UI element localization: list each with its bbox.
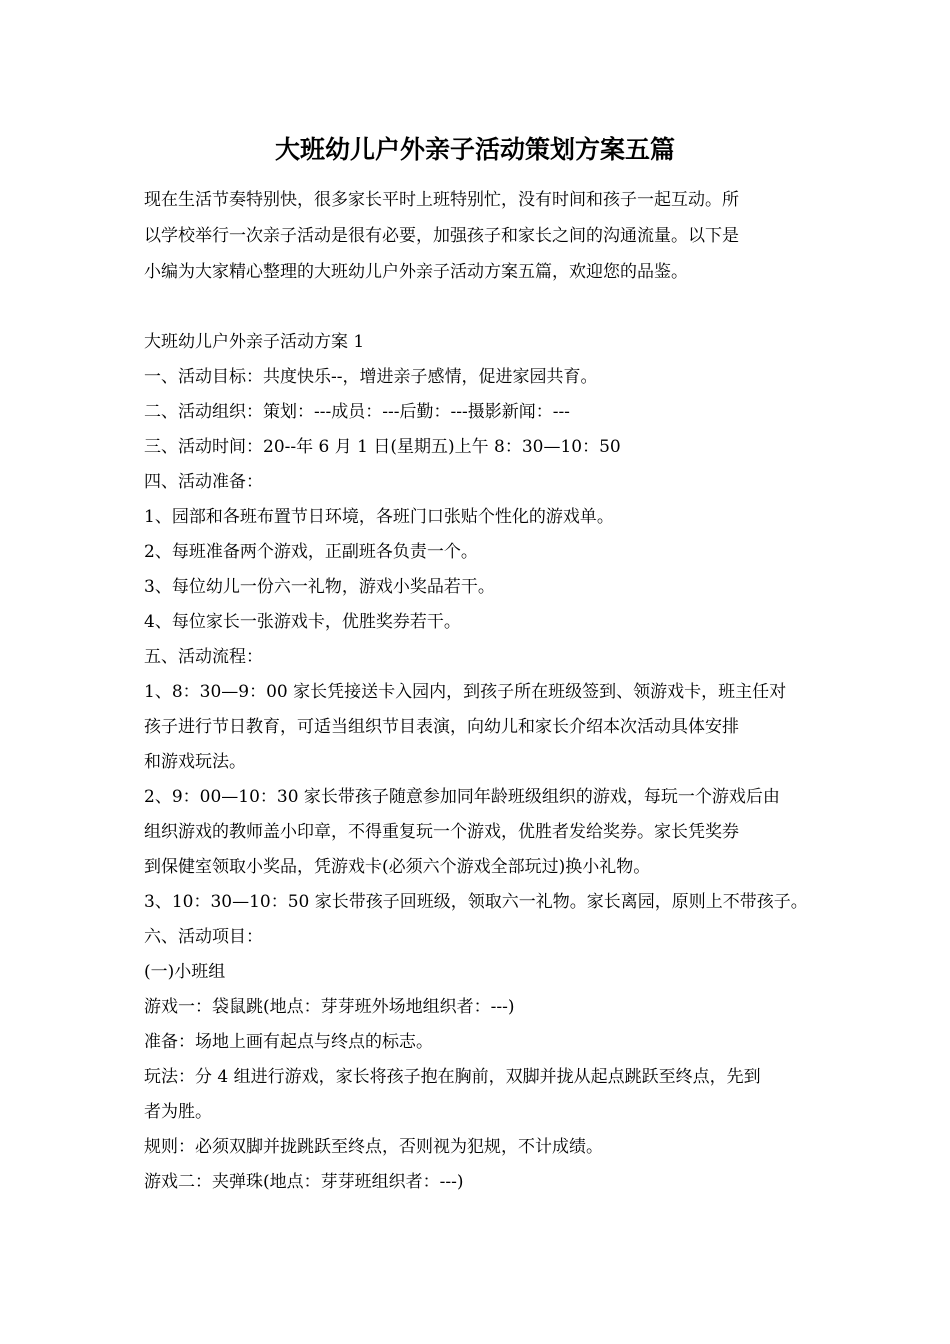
body-line: 游戏一：袋鼠跳(地点：芽芽班外场地组织者：---) <box>144 997 515 1017</box>
body-line: 二、活动组织：策划：---成员：---后勤：---摄影新闻：--- <box>144 402 570 422</box>
body-line: 规则：必须双脚并拢跳跃至终点，否则视为犯规，不计成绩。 <box>144 1137 603 1157</box>
body-line: 三、活动时间：20--年 6 月 1 日(星期五)上午 8：30—10：50 <box>144 437 621 457</box>
intro-line: 小编为大家精心整理的大班幼儿户外亲子活动方案五篇，欢迎您的品鉴。 <box>144 262 688 282</box>
body-line: 2、每班准备两个游戏，正副班各负责一个。 <box>144 542 478 562</box>
body-line: 组织游戏的教师盖小印章，不得重复玩一个游戏，优胜者发给奖券。家长凭奖券 <box>144 822 739 842</box>
body-line: 和游戏玩法。 <box>144 752 246 772</box>
body-line: 准备：场地上画有起点与终点的标志。 <box>144 1032 433 1052</box>
body-line: 游戏二：夹弹珠(地点：芽芽班组织者：---) <box>144 1172 464 1192</box>
body-line: 3、每位幼儿一份六一礼物，游戏小奖品若干。 <box>144 577 495 597</box>
body-line: 五、活动流程： <box>144 647 263 667</box>
body-line: 孩子进行节日教育，可适当组织节目表演，向幼儿和家长介绍本次活动具体安排 <box>144 717 739 737</box>
body-line: 一、活动目标：共度快乐--，增进亲子感情，促进家园共育。 <box>144 367 598 387</box>
body-line: 到保健室领取小奖品，凭游戏卡(必须六个游戏全部玩过)换小礼物。 <box>144 857 651 877</box>
body-line: 1、8：30—9：00 家长凭接送卡入园内，到孩子所在班级签到、领游戏卡，班主任对 <box>144 682 787 702</box>
body-line: 1、园部和各班布置节日环境，各班门口张贴个性化的游戏单。 <box>144 507 614 527</box>
body-line: 4、每位家长一张游戏卡，优胜奖券若干。 <box>144 612 461 632</box>
document-body <box>144 325 824 1200</box>
intro-line: 现在生活节奏特别快，很多家长平时上班特别忙，没有时间和孩子一起互动。所 <box>144 190 739 210</box>
body-line: 者为胜。 <box>144 1102 212 1122</box>
body-line: 四、活动准备： <box>144 472 263 492</box>
intro-line: 以学校举行一次亲子活动是很有必要，加强孩子和家长之间的沟通流量。以下是 <box>144 226 739 246</box>
document-title: 大班幼儿户外亲子活动策划方案五篇 <box>274 135 675 164</box>
body-line: (一)小班组 <box>144 962 226 982</box>
intro-paragraph <box>144 182 808 290</box>
body-line: 六、活动项目： <box>144 927 263 947</box>
body-line: 3、10：30—10：50 家长带孩子回班级，领取六一礼物。家长离园，原则上不带孩子。 <box>144 892 808 912</box>
body-line: 玩法：分 4 组进行游戏，家长将孩子抱在胸前，双脚并拢从起点跳跃至终点，先到 <box>144 1067 761 1087</box>
body-line: 2、9：00—10：30 家长带孩子随意参加同年龄班级组织的游戏，每玩一个游戏后由 <box>144 787 780 807</box>
section-heading: 大班幼儿户外亲子活动方案 1 <box>144 332 365 352</box>
